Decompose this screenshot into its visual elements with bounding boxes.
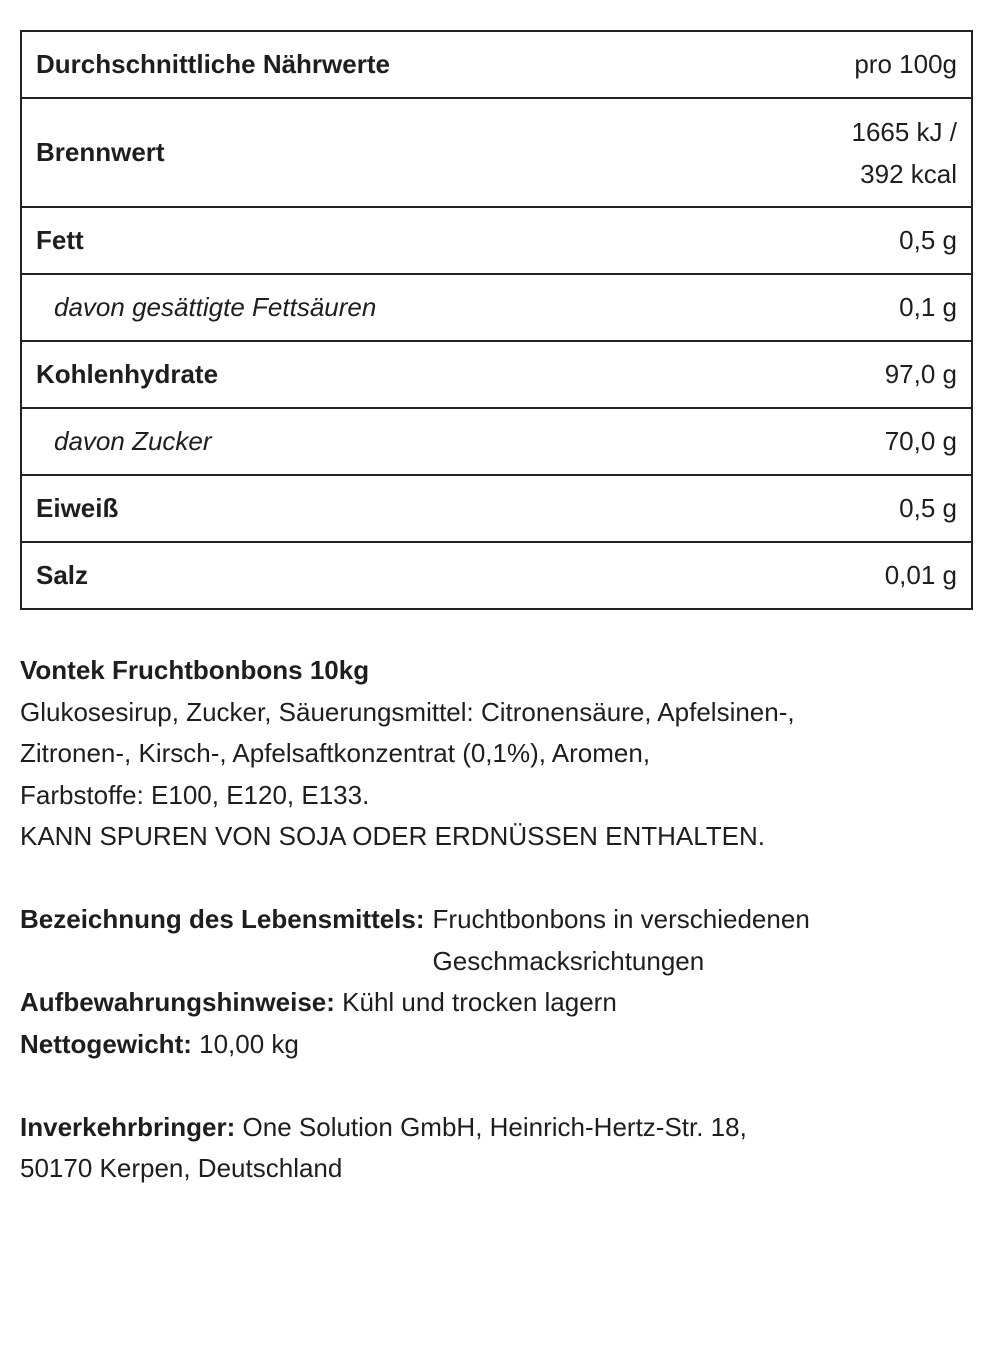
ingredients-line: Glukosesirup, Zucker, Säuerungsmittel: Citronensäure, Apfelsinen-, <box>20 696 795 727</box>
energy-kcal: 392 kcal <box>860 158 957 189</box>
designation <box>20 899 970 982</box>
nutrition-row-energy <box>21 98 972 207</box>
nutrition-table <box>20 30 973 610</box>
nutrition-row-carbohydrates <box>21 341 972 408</box>
net-weight <box>20 1024 970 1066</box>
designation-line: Geschmacksrichtungen <box>432 945 705 976</box>
storage-value: Kühl und trocken lagern <box>342 987 617 1017</box>
nutrition-row-fat <box>21 207 972 274</box>
distributor-line: One Solution GmbH, Heinrich-Hertz-Str. 18, <box>242 1111 747 1142</box>
distributor-line: 50170 Kerpen, Deutschland <box>20 1153 343 1183</box>
designation-label: Bezeichnung des Lebensmittels: <box>20 904 425 934</box>
designation-line: Fruchtbonbons in verschiedenen <box>432 904 810 934</box>
product-title: Vontek Fruchtbonbons 10kg <box>20 655 370 685</box>
spacer <box>20 858 970 900</box>
net-weight-label: Nettogewicht: <box>20 1028 192 1059</box>
spacer <box>20 1065 970 1107</box>
nutrition-label: Eiweiß <box>21 475 725 542</box>
ingredients-line: Farbstoffe: E100, E120, E133. <box>20 779 370 810</box>
energy-kj: 1665 kJ / <box>851 116 957 147</box>
nutrition-label: Fett <box>21 207 725 274</box>
allergen-note: KANN SPUREN VON SOJA ODER ERDNÜSSEN ENTHALTEN. <box>20 821 765 851</box>
nutrition-row-salt <box>21 542 972 609</box>
net-weight-value: 10,00 kg <box>199 1028 299 1059</box>
ingredients-line: Zitronen-, Kirsch-, Apfelsaftkonzentrat (0,1%), Aromen, <box>20 738 651 768</box>
nutrition-value: 97,0 g <box>725 341 972 408</box>
nutrition-value: 0,5 g <box>725 207 972 274</box>
designation-value <box>433 899 970 982</box>
nutrition-row-saturated-fat <box>21 274 972 341</box>
nutrition-value <box>725 98 972 207</box>
nutrition-header-row <box>21 31 972 98</box>
nutrition-label: davon gesättigte Fettsäuren <box>21 274 725 341</box>
nutrition-header-label: Durchschnittliche Nährwerte <box>21 31 725 98</box>
nutrition-value: 0,1 g <box>725 274 972 341</box>
nutrition-row-protein <box>21 475 972 542</box>
nutrition-value: 0,5 g <box>725 475 972 542</box>
nutrition-value: 0,01 g <box>725 542 972 609</box>
nutrition-label: Brennwert <box>21 98 725 207</box>
storage <box>20 982 970 1024</box>
nutrition-value: 70,0 g <box>725 408 972 475</box>
distributor-label: Inverkehrbringer: <box>20 1111 236 1142</box>
nutrition-row-sugar <box>21 408 972 475</box>
distributor <box>20 1107 970 1149</box>
storage-label: Aufbewahrungshinweise: <box>20 987 335 1017</box>
product-info <box>20 650 970 1190</box>
nutrition-header-value: pro 100g <box>725 31 972 98</box>
nutrition-label: davon Zucker <box>21 408 725 475</box>
nutrition-label: Kohlenhydrate <box>21 341 725 408</box>
nutrition-label: Salz <box>21 542 725 609</box>
